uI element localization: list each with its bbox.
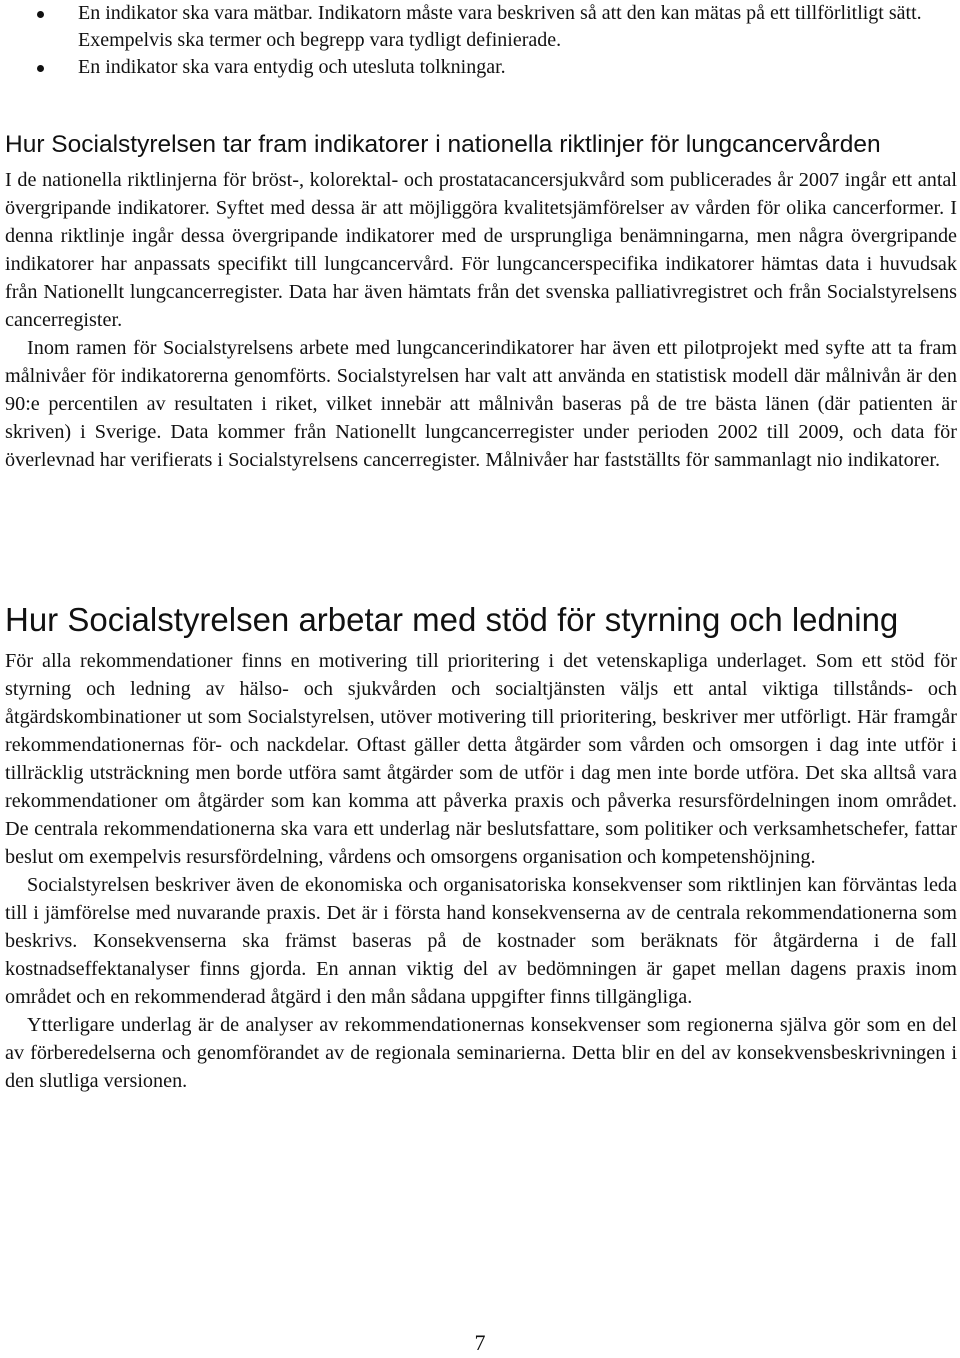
bullet-icon — [37, 11, 44, 18]
bullet-text: En indikator ska vara mätbar. Indikatorn måste vara beskriven så att den kan mätas på ett tillförlitligt sätt. Exempelvis ska termer och begrepp vara tydligt definierade. — [78, 2, 922, 51]
bullet-item — [0, 0, 960, 54]
section-heading-indicators: Hur Socialstyrelsen tar fram indikatorer i nationella riktlinjer för lungcancervården — [5, 131, 881, 158]
section-body-indicators — [5, 166, 957, 474]
paragraph: Ytterligare underlag är de analyser av rekommendationernas konsekvenser som regionerna själva gör som en del av förberedelserna och genomförandet av de regionala seminarierna. Detta blir en del av konsekvensbeskrivningen i den slutliga versionen. — [5, 1014, 957, 1092]
paragraph: I de nationella riktlinjerna för bröst-, kolorektal- och prostatacancersjukvård som publicerades år 2007 ingår ett antal övergripande indikatorer. Syftet med dessa är att möjliggöra kvalitetsjämförelser av vården för olika cancerformer. I denna riktlinje ingår dessa övergripande indikatorer med de ursprungliga benämningarna, men några övergripande indikatorer har anpassats specifikt till lungcancervård. För lungcancerspecifika indikatorer hämtas data i huvudsak från Nationellt lungcancerregister. Data har även hämtats från det svenska palliativregistret och från Socialstyrelsens cancerregister. — [5, 169, 957, 331]
page-number: 7 — [474, 1330, 486, 1355]
criteria-bullet-list — [0, 0, 960, 81]
bullet-icon — [37, 65, 44, 72]
paragraph: Inom ramen för Socialstyrelsens arbete med lungcancerindikatorer har även ett pilotprojekt med syfte att ta fram målnivåer för indikatorerna genomförts. Socialstyrelsen har valt att använda en statistisk modell där målnivån är den 90:e percentilen av resultaten i riket, vilket innebär att målnivån baseras på de tre bästa länen (där patienten är skriven) i Sverige. Data kommer från Nationellt lungcancerregister under perioden 2002 till 2009, och data för överlevnad har verifierats i Socialstyrelsens cancerregister. Målnivåer har fastställts för sammanlagt nio indikatorer. — [5, 337, 957, 471]
bullet-item — [0, 54, 960, 81]
section-heading-steering: Hur Socialstyrelsen arbetar med stöd för styrning och ledning — [5, 601, 899, 638]
paragraph: För alla rekommendationer finns en motivering till prioritering i det vetenskapliga underlaget. Som ett stöd för styrning och ledning av hälso- och sjukvården och socialtjänsten väljs ett antal viktiga tillstånds- och åtgärdskombinationer ut som Socialstyrelsen, utöver motivering till prioritering, beskriver mer utförligt. Här framgår rekommendationernas för- och nackdelar. Oftast gäller detta åtgärder som vården och omsorgen i dag inte utför i tillräcklig utsträckning men borde utföra samt åtgärder som de utför i dag men inte borde utföra. Det ska alltså vara rekommendationer om åtgärder som kan komma att påverka praxis och påverka resursfördelningen inom området. De centrala rekommendationerna ska vara ett underlag när beslutsfattare, som politiker och verksamhetschefer, fattar beslut om exempelvis resursfördelning, vårdens och omsorgens organisation och kompetenshöjning. — [5, 650, 957, 868]
bullet-text: En indikator ska vara entydig och utesluta tolkningar. — [78, 56, 506, 78]
paragraph: Socialstyrelsen beskriver även de ekonomiska och organisatoriska konsekvenser som riktlinjen kan förväntas leda till i jämförelse med nuvarande praxis. Det är i första hand konsekvenserna av de centrala rekommendationerna som beskrivs. Konsekvenserna ska främst baseras på de kostnader som beräknats för åtgärderna i de fall kostnadseffektanalyser finns gjorda. En annan viktig del av bedömningen är gapet mellan dagens praxis inom området och en rekommenderad åtgärd i den mån sådana uppgifter finns tillgängliga. — [5, 874, 957, 1008]
section-body-steering — [5, 647, 957, 1095]
